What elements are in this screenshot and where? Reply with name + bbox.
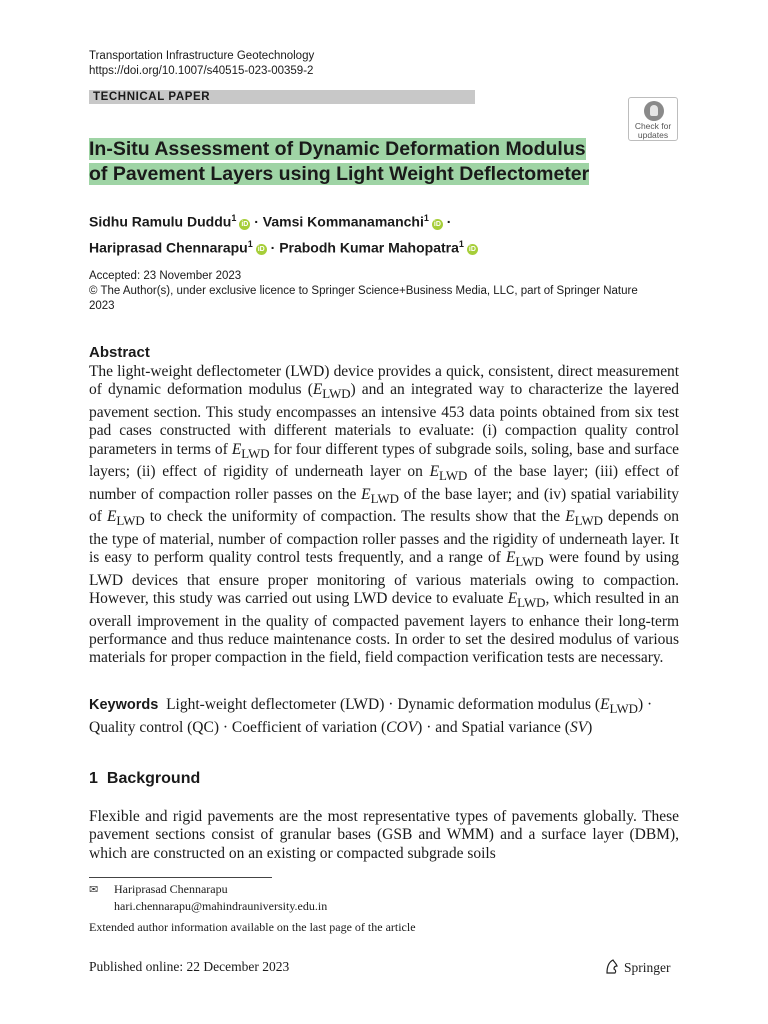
paper-title <box>89 137 609 187</box>
publisher-name: Springer <box>624 960 671 975</box>
section-number: 1 <box>89 770 98 787</box>
corresponding-name: Hariprasad Chennarapu <box>114 882 228 896</box>
extended-info-note: Extended author information available on the last page of the article <box>89 920 416 934</box>
journal-name: Transportation Infrastructure Geotechnology <box>89 50 315 62</box>
author-name[interactable]: Vamsi Kommanamanchi <box>262 213 424 230</box>
publisher-logo <box>604 958 671 976</box>
check-for-updates-button[interactable] <box>628 97 678 141</box>
keywords-heading: Keywords <box>89 697 159 713</box>
section-title: Background <box>106 770 201 787</box>
publication-dates <box>89 269 689 314</box>
title-line-2: of Pavement Layers using Light Weight Deflectometer <box>89 163 590 185</box>
check-updates-label-2: updates <box>637 130 669 140</box>
keywords: Keywords Light-weight deflectometer (LWD) · Dynamic deformation modulus $(E_{LWD})$ · Quality control (QC) · Coefficient of variation (COV) · and Spatial variance (SV) <box>89 696 653 736</box>
orcid-icon[interactable]: iD <box>433 220 441 228</box>
copyright-year: 2023 <box>89 300 115 312</box>
author-affiliation: 1 <box>247 238 253 249</box>
author-name[interactable]: Hariprasad Chennarapu <box>89 239 248 256</box>
symbol-e: E <box>312 381 323 399</box>
orcid-icon[interactable]: iD <box>257 246 265 254</box>
author-affiliation: 1 <box>231 213 237 223</box>
springer-horse-icon <box>604 958 620 975</box>
corresponding-email[interactable]: hari.chennarapu@mahindrauniversity.edu.in <box>114 899 328 913</box>
corresponding-author <box>114 881 327 915</box>
author-list: Sidhu Ramulu Duddu$^1$iD · Vamsi Kommanamanchi$^1$iD · Hariprasad Chennarapu$^1$iD · Prabodh Kumar Mahopatra$^1$iD <box>89 213 476 256</box>
author-name[interactable]: Sidhu Ramulu Duddu <box>89 213 232 230</box>
abstract-heading: Abstract <box>89 344 150 361</box>
check-updates-icon <box>644 101 664 121</box>
orcid-icon[interactable]: iD <box>468 246 476 254</box>
doi-link[interactable]: https://doi.org/10.1007/s40515-023-00359-2 <box>89 65 314 77</box>
symbol-sub: LWD <box>322 386 351 402</box>
footnote-divider <box>89 877 272 878</box>
copyright-line: © The Author(s), under exclusive licence to Springer Science+Business Media, LLC, part of Springer Nature <box>89 285 638 297</box>
orcid-icon[interactable]: iD <box>241 220 249 228</box>
section-heading <box>89 770 200 788</box>
section-body: Flexible and rigid pavements are the most representative types of pavements globally. These pavement sections consist of granular bases (GSB and WMM) and a surface layer (DBM), which are constructed on an existing or compacted subgrade soils <box>89 808 679 862</box>
author-affiliation: 1 <box>423 213 429 223</box>
journal-header <box>89 49 314 79</box>
author-name[interactable]: Prabodh Kumar Mahopatra <box>279 239 459 256</box>
envelope-icon: ✉ <box>89 884 99 896</box>
accepted-date: Accepted: 23 November 2023 <box>89 270 242 282</box>
title-line-1: In-Situ Assessment of Dynamic Deformation Modulus <box>89 138 586 160</box>
abstract-text: The light-weight deflectometer (LWD) device provides a quick, consistent, direct measurement of dynamic deformation modulus $(E_{LWD})$ and an integrated way to characterize the layered pavement section. This study encompasses an intensive 453 data points obtained from six test pad cases constructed with different materials to evaluate: (i) compaction quality control parameters in terms of $E_{LWD}$ for four different types of subgrade soils, soling, base and surface layers; (ii) effect of rigidity of underneath layer on $E_{LWD}$ of the base layer; (iii) effect of number of compaction roller passes on the $E_{LWD}$ of the base layer; and (iv) spatial variability of $E_{LWD}$ to check the uniformity of compaction. The results show that the $E_{LWD}$ depends on the type of material, number of compaction roller passes and the rigidity of underneath layer. It is easy to perform quality control tests frequently, and a range of $E_{LWD}$ were found by using LWD devices that ensure proper monitoring of various materials owing to compaction. However, this study was carried out using LWD device to evaluate $E_{LWD}$, which resulted in an overall improvement in the quality of compacted pavement layers to enhance their long-term performance and thus reduce maintenance costs. In order to set the desired modulus of various materials for proper compaction in the field, field compaction verification tests are necessary. <box>89 363 680 667</box>
author-affiliation: 1 <box>458 238 464 249</box>
published-date: Published online: 22 December 2023 <box>89 959 290 974</box>
article-type-bar: TECHNICAL PAPER <box>89 90 475 104</box>
check-updates-label-1: Check for <box>634 121 672 131</box>
